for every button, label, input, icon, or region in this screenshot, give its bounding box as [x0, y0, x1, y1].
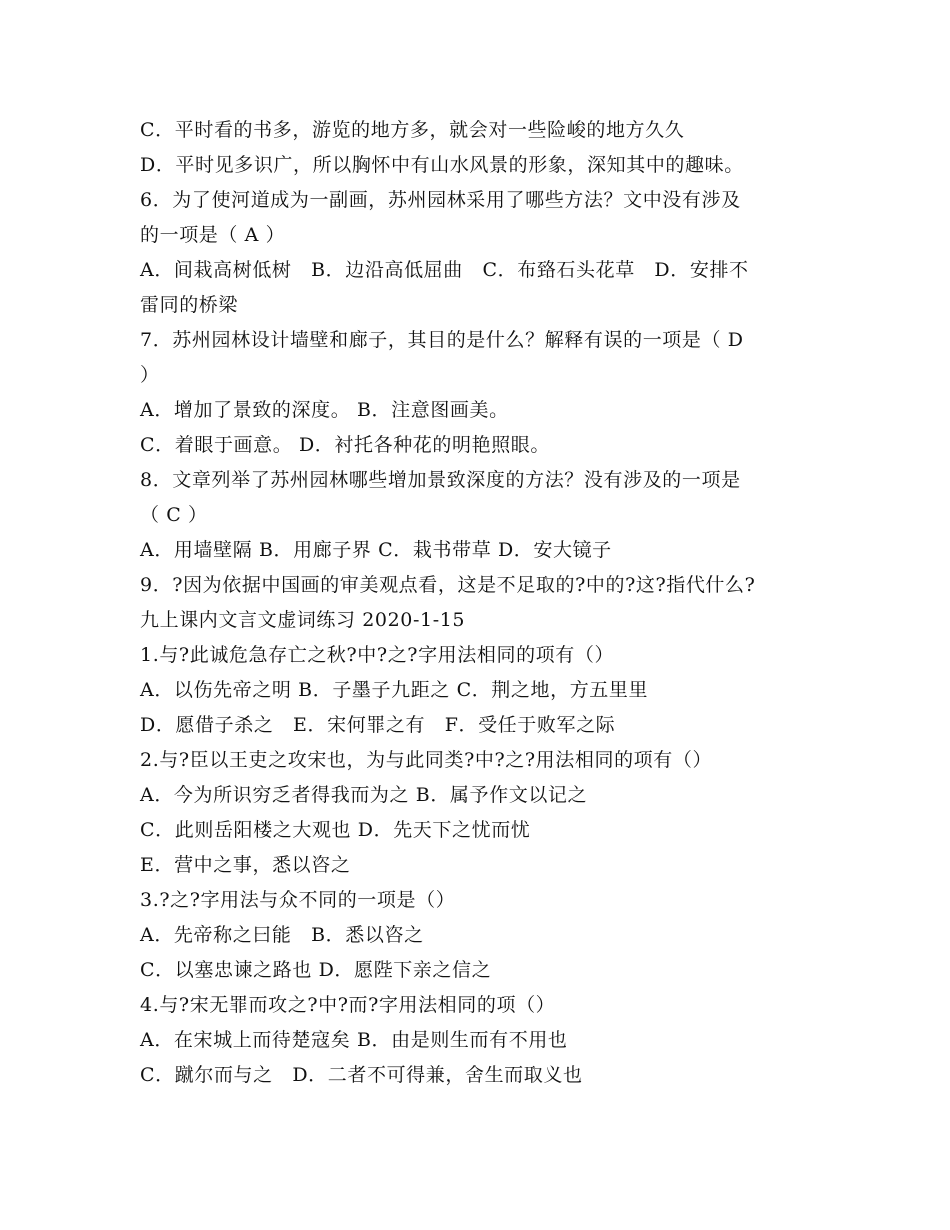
text-line: A．用墙壁隔 B．用廊子界 C．栽书带草 D．安大镜子 [140, 539, 612, 561]
text-line: 2.与?臣以王吏之攻宋也，为与此同类?中?之?用法相同的项有（） [140, 749, 713, 771]
text-line: A．今为所识穷乏者得我而为之 B．属予作文以记之 [140, 784, 588, 806]
text-line: D．平时见多识广，所以胸怀中有山水风景的形象，深知其中的趣味。 [140, 154, 744, 176]
text-line: 7．苏州园林设计墙壁和廊子，其目的是什么？解释有误的一项是（ D [140, 329, 744, 351]
section-heading: 九上课内文言文虚词练习 2020-1-15 [140, 609, 466, 631]
text-line: 6．为了使河道成为一副画，苏州园林采用了哪些方法？文中没有涉及 [140, 189, 741, 211]
text-line: 4.与?宋无罪而攻之?中?而?字用法相同的项（） [140, 994, 556, 1016]
text-line: A．先帝称之曰能 B．悉以咨之 [140, 924, 424, 946]
text-line: 3.?之?字用法与众不同的一项是（） [140, 889, 456, 911]
text-line: C．平时看的书多，游览的地方多，就会对一些险峻的地方久久 [140, 119, 685, 141]
text-line: 雷同的桥梁 [140, 294, 239, 316]
text-line: C．以塞忠谏之路也 D．愿陛下亲之信之 [140, 959, 492, 981]
text-line: C．此则岳阳楼之大观也 D．先天下之忧而忧 [140, 819, 531, 841]
text-line: 的一项是（ A ） [140, 224, 286, 246]
text-line: C．蹴尔而与之 D．二者不可得兼，舍生而取义也 [140, 1064, 583, 1086]
text-line: 9．?因为依据中国画的审美观点看，这是不足取的?中的?这?指代什么? [140, 574, 756, 596]
text-line: D．愿借子杀之 E．宋何罪之有 F．受任于败军之际 [140, 714, 616, 736]
text-line: E．营中之事，悉以咨之 [140, 854, 351, 876]
text-line: A．增加了景致的深度。 B．注意图画美。 [140, 399, 509, 421]
text-line: （ C ） [140, 504, 208, 526]
text-line: A．在宋城上而待楚寇矣 B．由是则生而有不用也 [140, 1029, 568, 1051]
text-line: A．间栽高树低树 B．边沿高低屈曲 C．布臵石头花草 D．安排不 [140, 259, 749, 281]
text-line: 8．文章列举了苏州园林哪些增加景致深度的方法？没有涉及的一项是 [140, 469, 741, 491]
text-line: A．以伤先帝之明 B．子墨子九距之 C．荆之地，方五里里 [140, 679, 649, 701]
text-line: ） [140, 364, 160, 386]
text-line: C．着眼于画意。 D．衬托各种花的明艳照眼。 [140, 434, 551, 456]
text-line: 1.与?此诚危急存亡之秋?中?之?字用法相同的项有（） [140, 644, 615, 666]
